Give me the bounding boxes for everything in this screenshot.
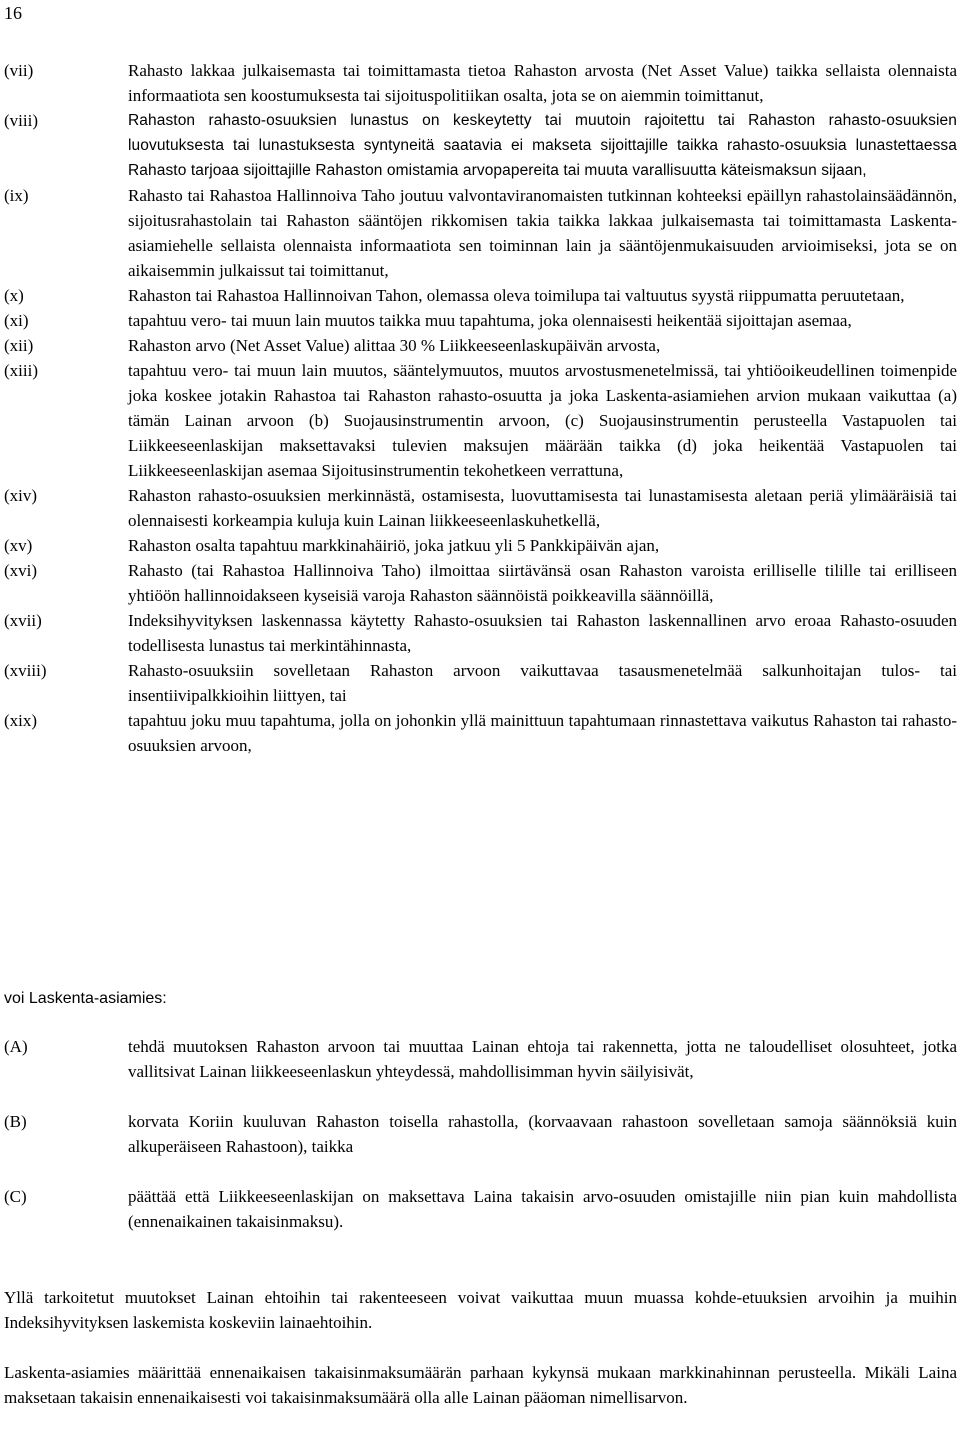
list-marker: (C) — [4, 1187, 27, 1206]
list-marker: (xi) — [4, 311, 29, 330]
list-item-text: tapahtuu vero- tai muun lain muutos taikka muu tapahtuma, joka olennaisesti heikentää sijoittajan asemaa, — [128, 311, 852, 330]
paragraph: Yllä tarkoitetut muutokset Lainan ehtoihin tai rakenteeseen voivat vaikuttaa muun muassa kohde-etuuksien arvoihin ja muihin Indeksihyvityksen laskemista koskeviin lainaehtoihin. — [4, 1288, 957, 1332]
list-item-text: tapahtuu vero- tai muun lain muutos, sääntelymuutos, muutos arvostusmenetelmissä, tai yhtiöoikeudellinen toimenpide joka koskee jotakin Rahastoa tai Rahaston rahasto-osuutta ja joka Laskenta-asiamiehen arvion mukaan vaikuttaa (a) tämän Lainan arvoon (b) Suojausinstrumentin arvoon, (c) Suojausinstrumentin perusteella Vastapuolen tai Liikkeeseenlaskijan maksettavaksi tulevien maksujen määrään taikka (d) joka heikentää Vastapuolen tai Liikkeeseenlaskijan asemaa Sijoitusinstrumentin tekohetkeen verrattuna, — [128, 361, 957, 480]
roman-numeral-list — [4, 58, 957, 758]
list-item-text: Rahasto-osuuksiin sovelletaan Rahaston arvoon vaikuttavaa tasausmenetelmää salkunhoitajan tulos- tai insentiivipalkkioihin liittyen, tai — [128, 661, 957, 705]
list-marker: (xix) — [4, 711, 38, 730]
list-marker: (xiv) — [4, 486, 38, 505]
list-item-text: Rahaston tai Rahastoa Hallinnoivan Tahon, olemassa oleva toimilupa tai valtuutus syystä riippumatta peruutetaan, — [128, 286, 905, 305]
list-marker: (xv) — [4, 536, 33, 555]
list-item — [4, 608, 957, 658]
list-item — [4, 108, 957, 183]
list-item — [4, 308, 957, 333]
list-marker: (xviii) — [4, 661, 47, 680]
list-item-text: Rahasto tai Rahastoa Hallinnoiva Taho joutuu valvontaviranomaisten tutkinnan kohteeksi epäillyn rahastolainsäädännön, sijoitusrahastolain tai Rahaston sääntöjen rikkomisen takia taikka lakkaa julkaisemasta tai toimittamasta Laskenta-asiamiehelle sellaista olennaista informaatiota sen toiminnan lain ja sääntöjenmukaisuuden arvioimiseksi, jota se on aikaisemmin julkaissut tai toimittanut, — [128, 186, 957, 280]
page-number: 16 — [4, 3, 22, 23]
list-marker: (viii) — [4, 111, 38, 130]
lettered-list — [4, 1034, 957, 1234]
list-item-text: Rahasto (tai Rahastoa Hallinnoiva Taho) ilmoittaa siirtävänsä osan Rahaston varoista erilliselle tilille tai erilliseen yhtiöön hallinnoidakseen kyseisiä varoja Rahaston säännöistä poikkeavilla säännöillä, — [128, 561, 957, 605]
list-marker: (xvii) — [4, 611, 42, 630]
list-marker: (A) — [4, 1037, 28, 1056]
list-marker: (B) — [4, 1112, 27, 1131]
list-marker: (xiii) — [4, 361, 38, 380]
list-item — [4, 658, 957, 708]
list-item — [4, 483, 957, 533]
list-item — [4, 283, 957, 308]
list-item — [4, 358, 957, 483]
list-item — [4, 533, 957, 558]
list-item-text: Rahaston rahasto-osuuksien merkinnästä, ostamisesta, luovuttamisesta tai lunastamisesta aletaan periä ylimääräisiä tai olennaisesti korkeampia kuluja kuin Lainan liikkeeseenlaskuhetkellä, — [128, 486, 957, 530]
intro-line: voi Laskenta-asiamies: — [4, 990, 167, 1007]
list-item-text: päättää että Liikkeeseenlaskijan on maksettava Laina takaisin arvo-osuuden omistajille niin pian kuin mahdollista (ennenaikainen takaisinmaksu). — [128, 1187, 957, 1231]
list-marker: (xii) — [4, 336, 34, 355]
list-marker: (ix) — [4, 186, 29, 205]
list-item — [4, 708, 957, 758]
list-item — [4, 333, 957, 358]
list-item — [4, 1109, 957, 1159]
list-item — [4, 1034, 957, 1084]
list-marker: (xvi) — [4, 561, 38, 580]
list-item — [4, 58, 957, 108]
paragraph: Laskenta-asiamies määrittää ennenaikaisen takaisinmaksumäärän parhaan kykynsä mukaan markkinahinnan perusteella. Mikäli Laina maksetaan takaisin ennenaikaisesti voi takaisinmaksumäärä olla alle Lainan pääoman nimellisarvon. — [4, 1363, 957, 1407]
list-item — [4, 183, 957, 283]
list-item — [4, 558, 957, 608]
list-marker: (vii) — [4, 61, 34, 80]
list-item-text: tehdä muutoksen Rahaston arvoon tai muuttaa Lainan ehtoja tai rakennetta, jotta ne taloudelliset olosuhteet, jotka vallitsivat Lainan liikkeeseenlaskun yhteydessä, mahdollisimman hyvin säilyisivät, — [128, 1037, 957, 1081]
list-item-text: Rahaston arvo (Net Asset Value) alittaa 30 % Liikkeeseenlaskupäivän arvosta, — [128, 336, 661, 355]
list-item-text: korvata Koriin kuuluvan Rahaston toisella rahastolla, (korvaavaan rahastoon sovelletaan samoja säännöksiä kuin alkuperäiseen Rahastoon), taikka — [128, 1112, 957, 1156]
list-item-text: Rahaston rahasto-osuuksien lunastus on keskeytetty tai muutoin rajoitettu tai Rahaston rahasto-osuuksien luovutuksesta tai lunastuksesta syntyneitä saatavia ei makseta sijoittajille taikka rahasto-osuuksia lunastettaessa Rahasto tarjoaa sijoittajille Rahaston omistamia arvopapereita tai muuta varallisuutta käteismaksun sijaan, — [128, 112, 957, 179]
list-marker: (x) — [4, 286, 24, 305]
list-item — [4, 1184, 957, 1234]
list-item-text: tapahtuu joku muu tapahtuma, jolla on johonkin yllä mainittuun tapahtumaan rinnastettava vaikutus Rahaston tai rahasto-osuuksien arvoon, — [128, 711, 957, 755]
list-item-text: Rahasto lakkaa julkaisemasta tai toimittamasta tietoa Rahaston arvosta (Net Asset Value) taikka sellaista olennaista informaatiota sen koostumuksesta tai sijoituspolitiikan osalta, jota se on aiemmin toimittanut, — [128, 61, 957, 105]
list-item-text: Rahaston osalta tapahtuu markkinahäiriö, joka jatkuu yli 5 Pankkipäivän ajan, — [128, 536, 660, 555]
list-item-text: Indeksihyvityksen laskennassa käytetty Rahasto-osuuksien tai Rahaston laskennallinen arvo eroaa Rahasto-osuuden todellisesta lunastus tai merkintähinnasta, — [128, 611, 957, 655]
